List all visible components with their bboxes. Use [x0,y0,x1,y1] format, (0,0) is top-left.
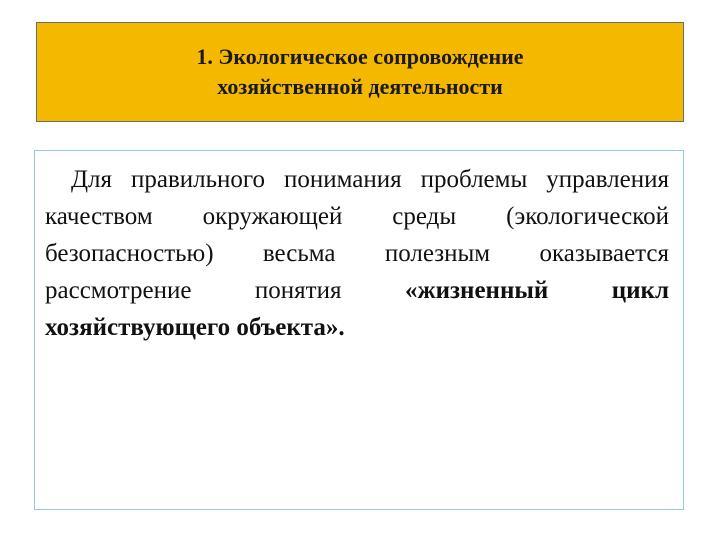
slide-title-line-2: хозяйственной деятельности [217,74,503,99]
body-text: Для правильного понимания проблемы управления качеством окружающей среды (экологической безопасностью) весьма полезным оказывается рассмотрение понятия [45,166,669,304]
slide-title-line-1: 1. Экологическое сопровождение [196,44,524,69]
slide-content-box [34,150,684,510]
body-paragraph [45,161,669,346]
body-text-emphasis: «жизненный цикл хозяйствующего объекта». [45,277,669,341]
slide-title-box [36,22,684,122]
